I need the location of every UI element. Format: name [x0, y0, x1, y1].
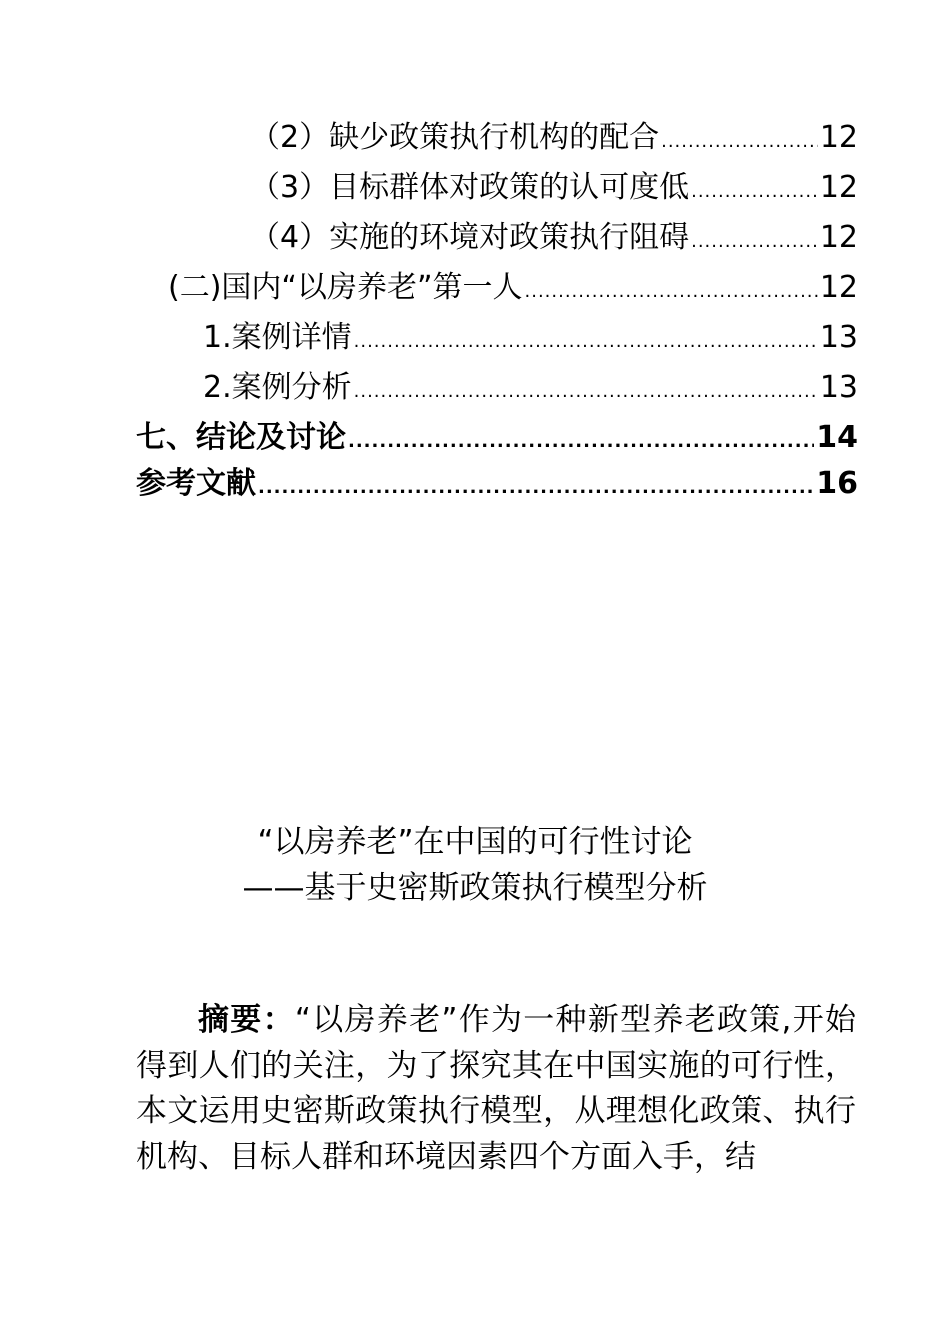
- toc-leader-dots: [525, 270, 818, 314]
- toc-leader-dots: [348, 420, 814, 464]
- toc-leader-dots: [691, 220, 818, 264]
- toc-entry-title: 2.案例分析: [203, 370, 352, 405]
- toc-leader-dots: [661, 120, 818, 164]
- toc-entry-title: （2）缺少政策执行机构的配合: [250, 120, 660, 155]
- toc-entry-page: 12: [819, 270, 858, 305]
- toc-entry-page: 12: [819, 220, 858, 255]
- toc-leader-dots: [354, 320, 818, 364]
- toc-leader-dots: [354, 370, 818, 414]
- toc-entry[interactable]: [203, 366, 858, 410]
- abstract-text: “以房养老”作为一种新型养老政策,开始得到人们的关注，为了探究其在中国实施的可行性，本文运用史密斯政策执行模型，从理想化政策、执行机构、目标人群和环境因素四个方面入手，结: [136, 1002, 856, 1175]
- toc-entry[interactable]: [136, 462, 858, 506]
- toc-leader-dots: [258, 466, 814, 510]
- toc-entry-page: 12: [819, 120, 858, 155]
- toc-entry-page: 13: [819, 320, 858, 355]
- toc-entry[interactable]: [250, 166, 858, 210]
- toc-entry[interactable]: [250, 216, 858, 260]
- toc-entry-page: 13: [819, 370, 858, 405]
- toc-entry[interactable]: [168, 266, 858, 310]
- toc-entry-page: 12: [819, 170, 858, 205]
- document-subtitle: ——基于史密斯政策执行模型分析: [242, 870, 708, 906]
- toc-entry-page: 14: [816, 420, 858, 455]
- abstract-label: 摘要：: [198, 1002, 295, 1038]
- toc-entry[interactable]: [203, 316, 858, 360]
- toc-entry-title: (二)国内“以房养老”第一人: [168, 270, 523, 305]
- toc-entry[interactable]: [250, 116, 858, 160]
- toc-entry[interactable]: [136, 416, 858, 460]
- toc-entry-title: 参考文献: [136, 466, 256, 501]
- toc-entry-page: 16: [816, 466, 858, 501]
- toc-entry-title: 七、结论及讨论: [136, 420, 346, 455]
- abstract-paragraph: [136, 998, 856, 1180]
- toc-entry-title: 1.案例详情: [203, 320, 352, 355]
- toc-leader-dots: [691, 170, 818, 214]
- toc-entry-title: （4）实施的环境对政策执行阻碍: [250, 220, 690, 255]
- toc-entry-title: （3）目标群体对政策的认可度低: [250, 170, 690, 205]
- document-title: “以房养老”在中国的可行性讨论: [257, 824, 693, 860]
